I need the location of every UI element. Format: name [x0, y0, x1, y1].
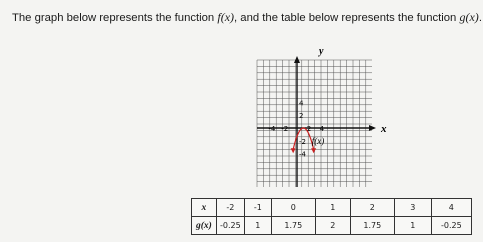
x-value-cell: -2: [216, 199, 244, 217]
x-tick-label: 4: [319, 125, 325, 133]
g-value-cell: -0.25: [431, 217, 471, 235]
question-part-2: , and the table below represents the function: [234, 12, 460, 24]
x-value-cell: 4: [431, 199, 471, 217]
x-axis-arrow: [369, 125, 376, 131]
x-header-cell: x: [192, 199, 217, 217]
x-value-cell: 2: [350, 199, 394, 217]
g-value-cell: 1: [394, 217, 431, 235]
question-part-3: .: [478, 12, 482, 24]
y-tick-label: 2: [299, 112, 304, 121]
g-value-cell: 1.75: [350, 217, 394, 235]
g-value-cell: -0.25: [216, 217, 244, 235]
x-value-cell: 1: [315, 199, 350, 217]
g-value-cell: 1: [244, 217, 271, 235]
y-axis-arrow: [294, 56, 300, 63]
x-tick-label: 2: [306, 125, 312, 133]
g-header-cell: g(x): [192, 217, 217, 235]
y-tick-label: 4: [299, 99, 304, 108]
y-tick-label: -4: [299, 150, 306, 159]
curve-arrow-left: [291, 148, 296, 153]
f-function-label: f(x): [217, 10, 235, 24]
x-value-cell: -1: [244, 199, 271, 217]
table-row-g: [192, 217, 472, 235]
table-row-x: [192, 199, 472, 217]
g-function-label: g(x): [459, 10, 479, 24]
x-tick-label: -2: [281, 125, 289, 133]
graph-grid: [257, 60, 372, 187]
y-tick-label: -2: [299, 137, 306, 146]
f-curve-label: f(x): [311, 136, 325, 146]
g-values-table: [191, 198, 472, 235]
x-axis-label: x: [381, 123, 387, 135]
g-value-cell: 1.75: [271, 217, 315, 235]
y-axis-label: y: [319, 46, 324, 57]
g-value-cell: 2: [315, 217, 350, 235]
x-tick-label: -4: [268, 125, 276, 133]
x-value-cell: 0: [271, 199, 315, 217]
x-value-cell: 3: [394, 199, 431, 217]
curve-arrow-right: [311, 148, 316, 153]
question-part-1: The graph below represents the function: [12, 12, 218, 24]
